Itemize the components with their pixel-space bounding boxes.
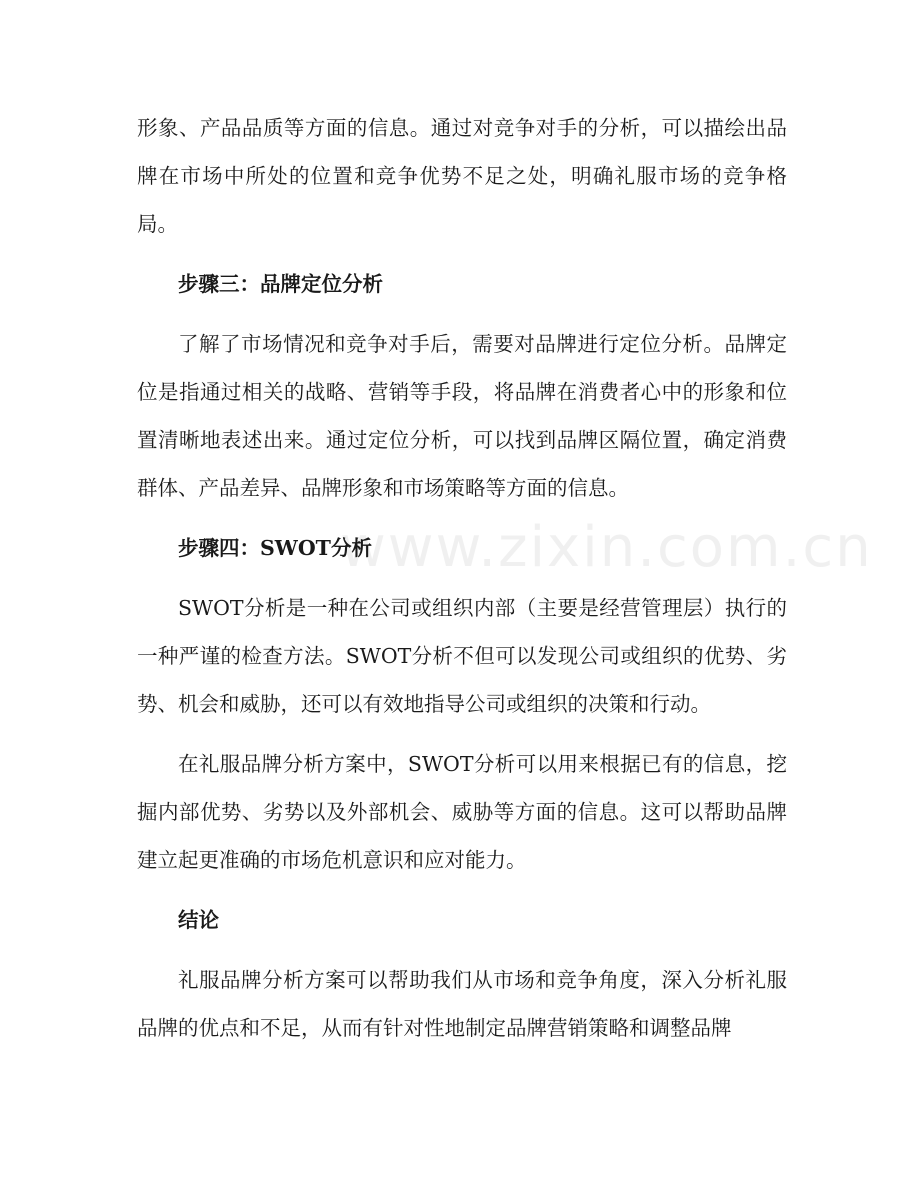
paragraph-swot-definition: SWOT分析是一种在公司或组织内部（主要是经营管理层）执行的一种严谨的检查方法。SWOT分析不但可以发现公司或组织的优势、劣势、机会和威胁，还可以有效地指导公司或组织的决策和行动。 [137, 596, 787, 716]
heading-conclusion: 结论 [178, 908, 219, 932]
paragraph-competition-continued: 形象、产品品质等方面的信息。通过对竞争对手的分析，可以描绘出品牌在市场中所处的位置和竞争优势不足之处，明确礼服市场的竞争格局。 [137, 116, 787, 236]
heading-step-four: 步骤四：SWOT分析 [178, 536, 372, 560]
watermark: www.zixin.com.cn [340, 515, 873, 580]
heading-step-three: 步骤三：品牌定位分析 [178, 272, 383, 296]
paragraph-brand-positioning: 了解了市场情况和竞争对手后，需要对品牌进行定位分析。品牌定位是指通过相关的战略、营销等手段，将品牌在消费者心中的形象和位置清晰地表述出来。通过定位分析，可以找到品牌区隔位置，确定消费群体、产品差异、品牌形象和市场策略等方面的信息。 [137, 332, 787, 500]
document-body [137, 104, 787, 1064]
paragraph-swot-application: 在礼服品牌分析方案中，SWOT分析可以用来根据已有的信息，挖掘内部优势、劣势以及外部机会、威胁等方面的信息。这可以帮助品牌建立起更准确的市场危机意识和应对能力。 [137, 752, 787, 872]
paragraph-conclusion: 礼服品牌分析方案可以帮助我们从市场和竞争角度，深入分析礼服品牌的优点和不足，从而有针对性地制定品牌营销策略和调整品牌 [137, 968, 787, 1040]
